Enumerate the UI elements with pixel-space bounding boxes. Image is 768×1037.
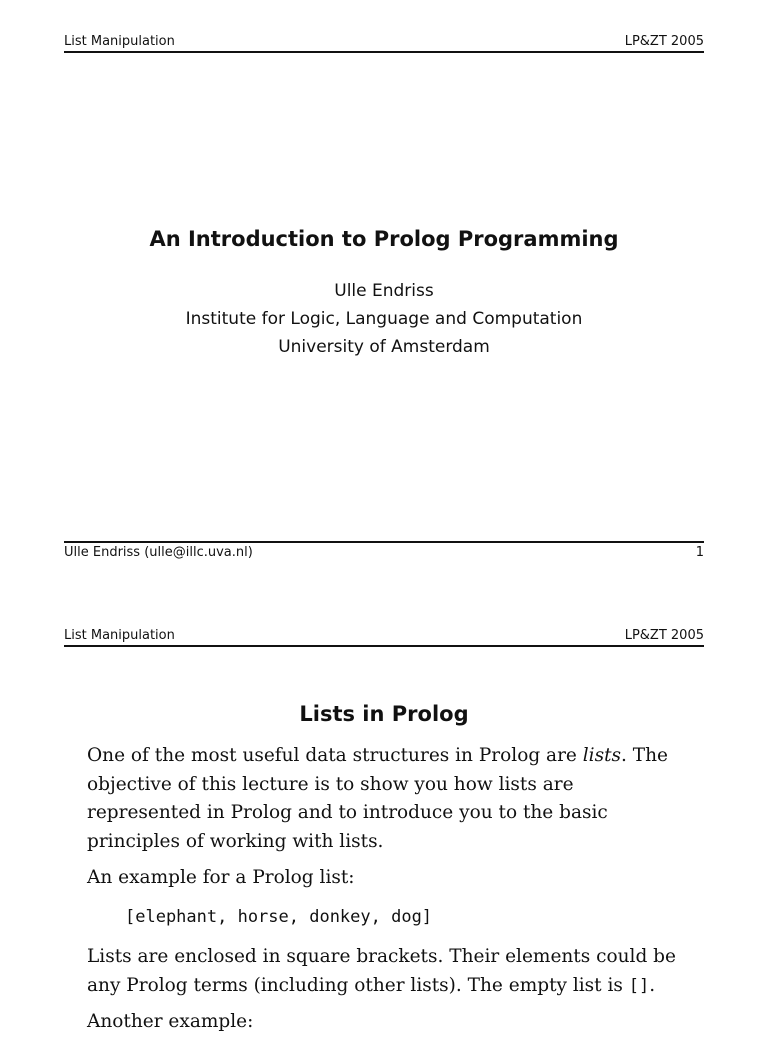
footer-left: Ulle Endriss (ulle@illc.uva.nl) bbox=[64, 545, 253, 560]
header-right: LP&ZT 2005 bbox=[624, 628, 704, 643]
author-university: University of Amsterdam bbox=[278, 337, 490, 357]
author-name: Ulle Endriss bbox=[334, 281, 434, 301]
paragraph-another: Another example: bbox=[87, 1011, 254, 1032]
paragraph-intro: One of the most useful data structures in Prolog are lists. The objective of this lecture is to show you how lists are represented in Prolog and to introduce you to the basic principles of working with lists. bbox=[87, 745, 668, 852]
page-number: 1 bbox=[695, 545, 704, 560]
header-right: LP&ZT 2005 bbox=[624, 34, 704, 49]
author-institute: Institute for Logic, Language and Computation bbox=[185, 309, 583, 329]
header-rule bbox=[64, 645, 704, 647]
code-example: [elephant, horse, donkey, dog] bbox=[125, 907, 433, 927]
slide-2-header bbox=[64, 628, 704, 644]
paragraph-example: An example for a Prolog list: bbox=[87, 867, 355, 888]
slide-title: Lists in Prolog bbox=[299, 702, 469, 726]
emphasis-lists: lists bbox=[582, 745, 622, 766]
empty-list-code: [] bbox=[628, 975, 650, 996]
paragraph-brackets: Lists are enclosed in square brackets. Their elements could be any Prolog terms (including other lists). The empty list is []. bbox=[87, 946, 676, 996]
slide-title: An Introduction to Prolog Programming bbox=[149, 227, 619, 251]
header-left: List Manipulation bbox=[64, 34, 175, 49]
header-left: List Manipulation bbox=[64, 628, 175, 643]
